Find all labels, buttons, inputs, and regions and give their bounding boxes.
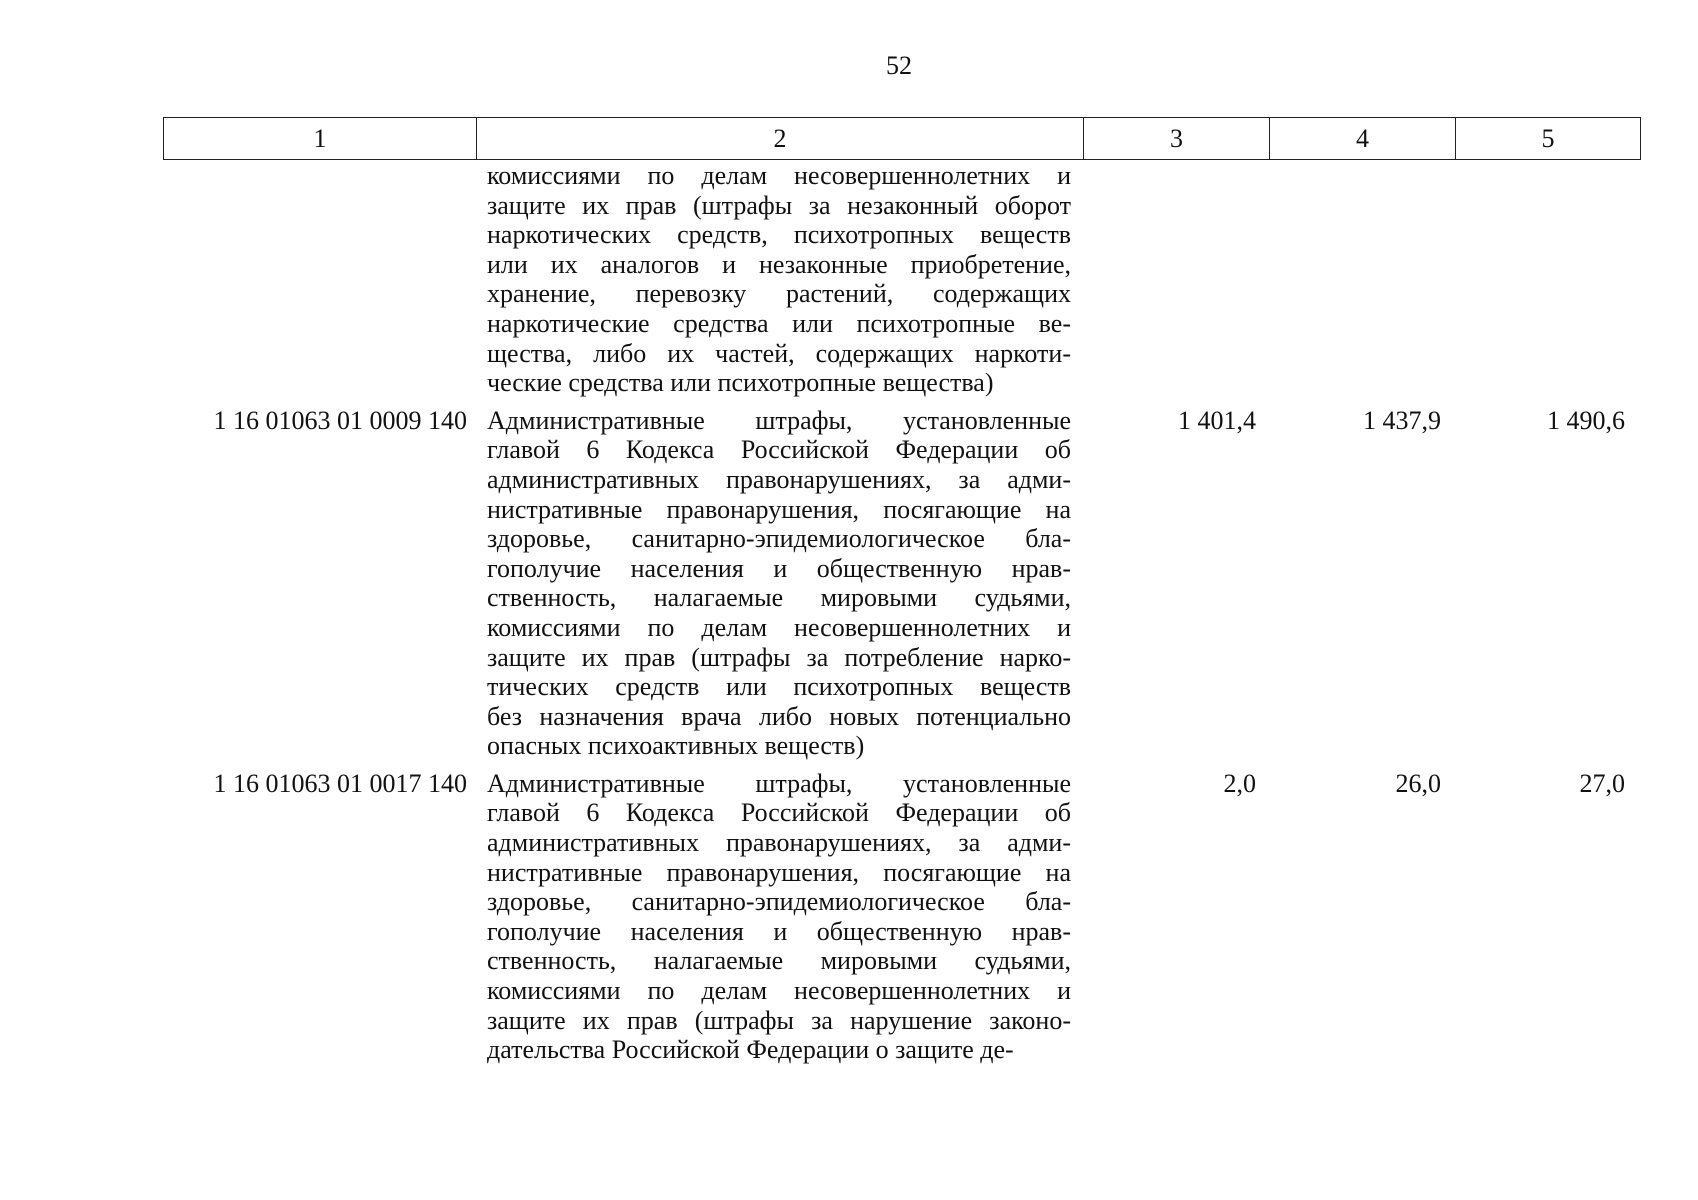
- description-line: наркотические средства или психотропные ве-: [487, 308, 1071, 338]
- description-line: здоровье, санитарно-эпидемиологическое бла-: [487, 524, 1071, 554]
- description-cell: [475, 769, 1081, 1065]
- description-line: нистративные правонарушения, посягающие на: [487, 494, 1071, 524]
- description-line: ческие средства или психотропные вещества): [487, 368, 994, 398]
- code-cell: 1 16 01063 01 0017 140: [213, 768, 467, 798]
- description-line: Административные штрафы, установленные: [487, 768, 1071, 798]
- table-body: [163, 161, 1635, 1073]
- description-line: здоровье, санитарно-эпидемиологическое бла-: [487, 887, 1071, 917]
- description-line: нистративные правонарушения, посягающие на: [487, 857, 1071, 887]
- header-col-5: 5: [1456, 118, 1641, 160]
- description-line: главой 6 Кодекса Российской Федерации об: [487, 798, 1071, 828]
- description-line: административных правонарушениях, за адми-: [487, 828, 1071, 858]
- description-line: опасных психоактивных веществ): [487, 731, 865, 761]
- header-col-3: 3: [1084, 118, 1270, 160]
- description-line: комиссиями по делам несовершеннолетних и: [487, 161, 1071, 190]
- description-line: административных правонарушениях, за адми-: [487, 464, 1071, 494]
- description-line: тических средств или психотропных веществ: [487, 672, 1071, 702]
- description-line: без назначения врача либо новых потенциально: [487, 701, 1071, 731]
- description-line: защите их прав (штрафы за незаконный оборот: [487, 190, 1071, 220]
- description-line: главой 6 Кодекса Российской Федерации об: [487, 435, 1071, 465]
- header-col-2: 2: [477, 118, 1084, 160]
- description-line: защите их прав (штрафы за нарушение законо-: [487, 1005, 1071, 1035]
- table-header: [163, 117, 1641, 160]
- code-cell: 1 16 01063 01 0009 140: [213, 405, 467, 435]
- description-line: дательства Российской Федерации о защите де-: [487, 1035, 1014, 1065]
- table-row: [163, 769, 1635, 1065]
- description-line: ственность, налагаемые мировыми судьями,: [487, 583, 1071, 613]
- value-cell-col-4: 1 437,9: [1363, 405, 1441, 435]
- value-cell-col-5: 27,0: [1579, 768, 1625, 798]
- header-col-4: 4: [1270, 118, 1456, 160]
- description-line: гополучие населения и общественную нрав-: [487, 553, 1071, 583]
- description-cell: [475, 161, 1081, 398]
- header-col-1: 1: [164, 118, 477, 160]
- header-row: [164, 118, 1641, 160]
- description-line: хранение, перевозку растений, содержащих: [487, 279, 1071, 309]
- table-row: [163, 406, 1635, 761]
- value-cell-col-5: 1 490,6: [1547, 405, 1625, 435]
- description-line: щества, либо их частей, содержащих наркоти-: [487, 338, 1071, 368]
- value-cell-col-3: 1 401,4: [1178, 405, 1256, 435]
- description-line: наркотических средств, психотропных веществ: [487, 220, 1071, 250]
- description-line: гополучие населения и общественную нрав-: [487, 916, 1071, 946]
- value-cell-col-4: 26,0: [1395, 768, 1441, 798]
- description-line: ственность, налагаемые мировыми судьями,: [487, 946, 1071, 976]
- description-line: или их аналогов и незаконные приобретение,: [487, 249, 1071, 279]
- description-cell: [475, 406, 1081, 761]
- table-row: [163, 161, 1635, 398]
- description-line: защите их прав (штрафы за потребление нарко-: [487, 642, 1071, 672]
- description-line: комиссиями по делам несовершеннолетних и: [487, 976, 1071, 1006]
- page-number: 52: [886, 51, 912, 80]
- value-cell-col-3: 2,0: [1223, 768, 1256, 798]
- description-line: Административные штрафы, установленные: [487, 405, 1071, 435]
- description-line: комиссиями по делам несовершеннолетних и: [487, 612, 1071, 642]
